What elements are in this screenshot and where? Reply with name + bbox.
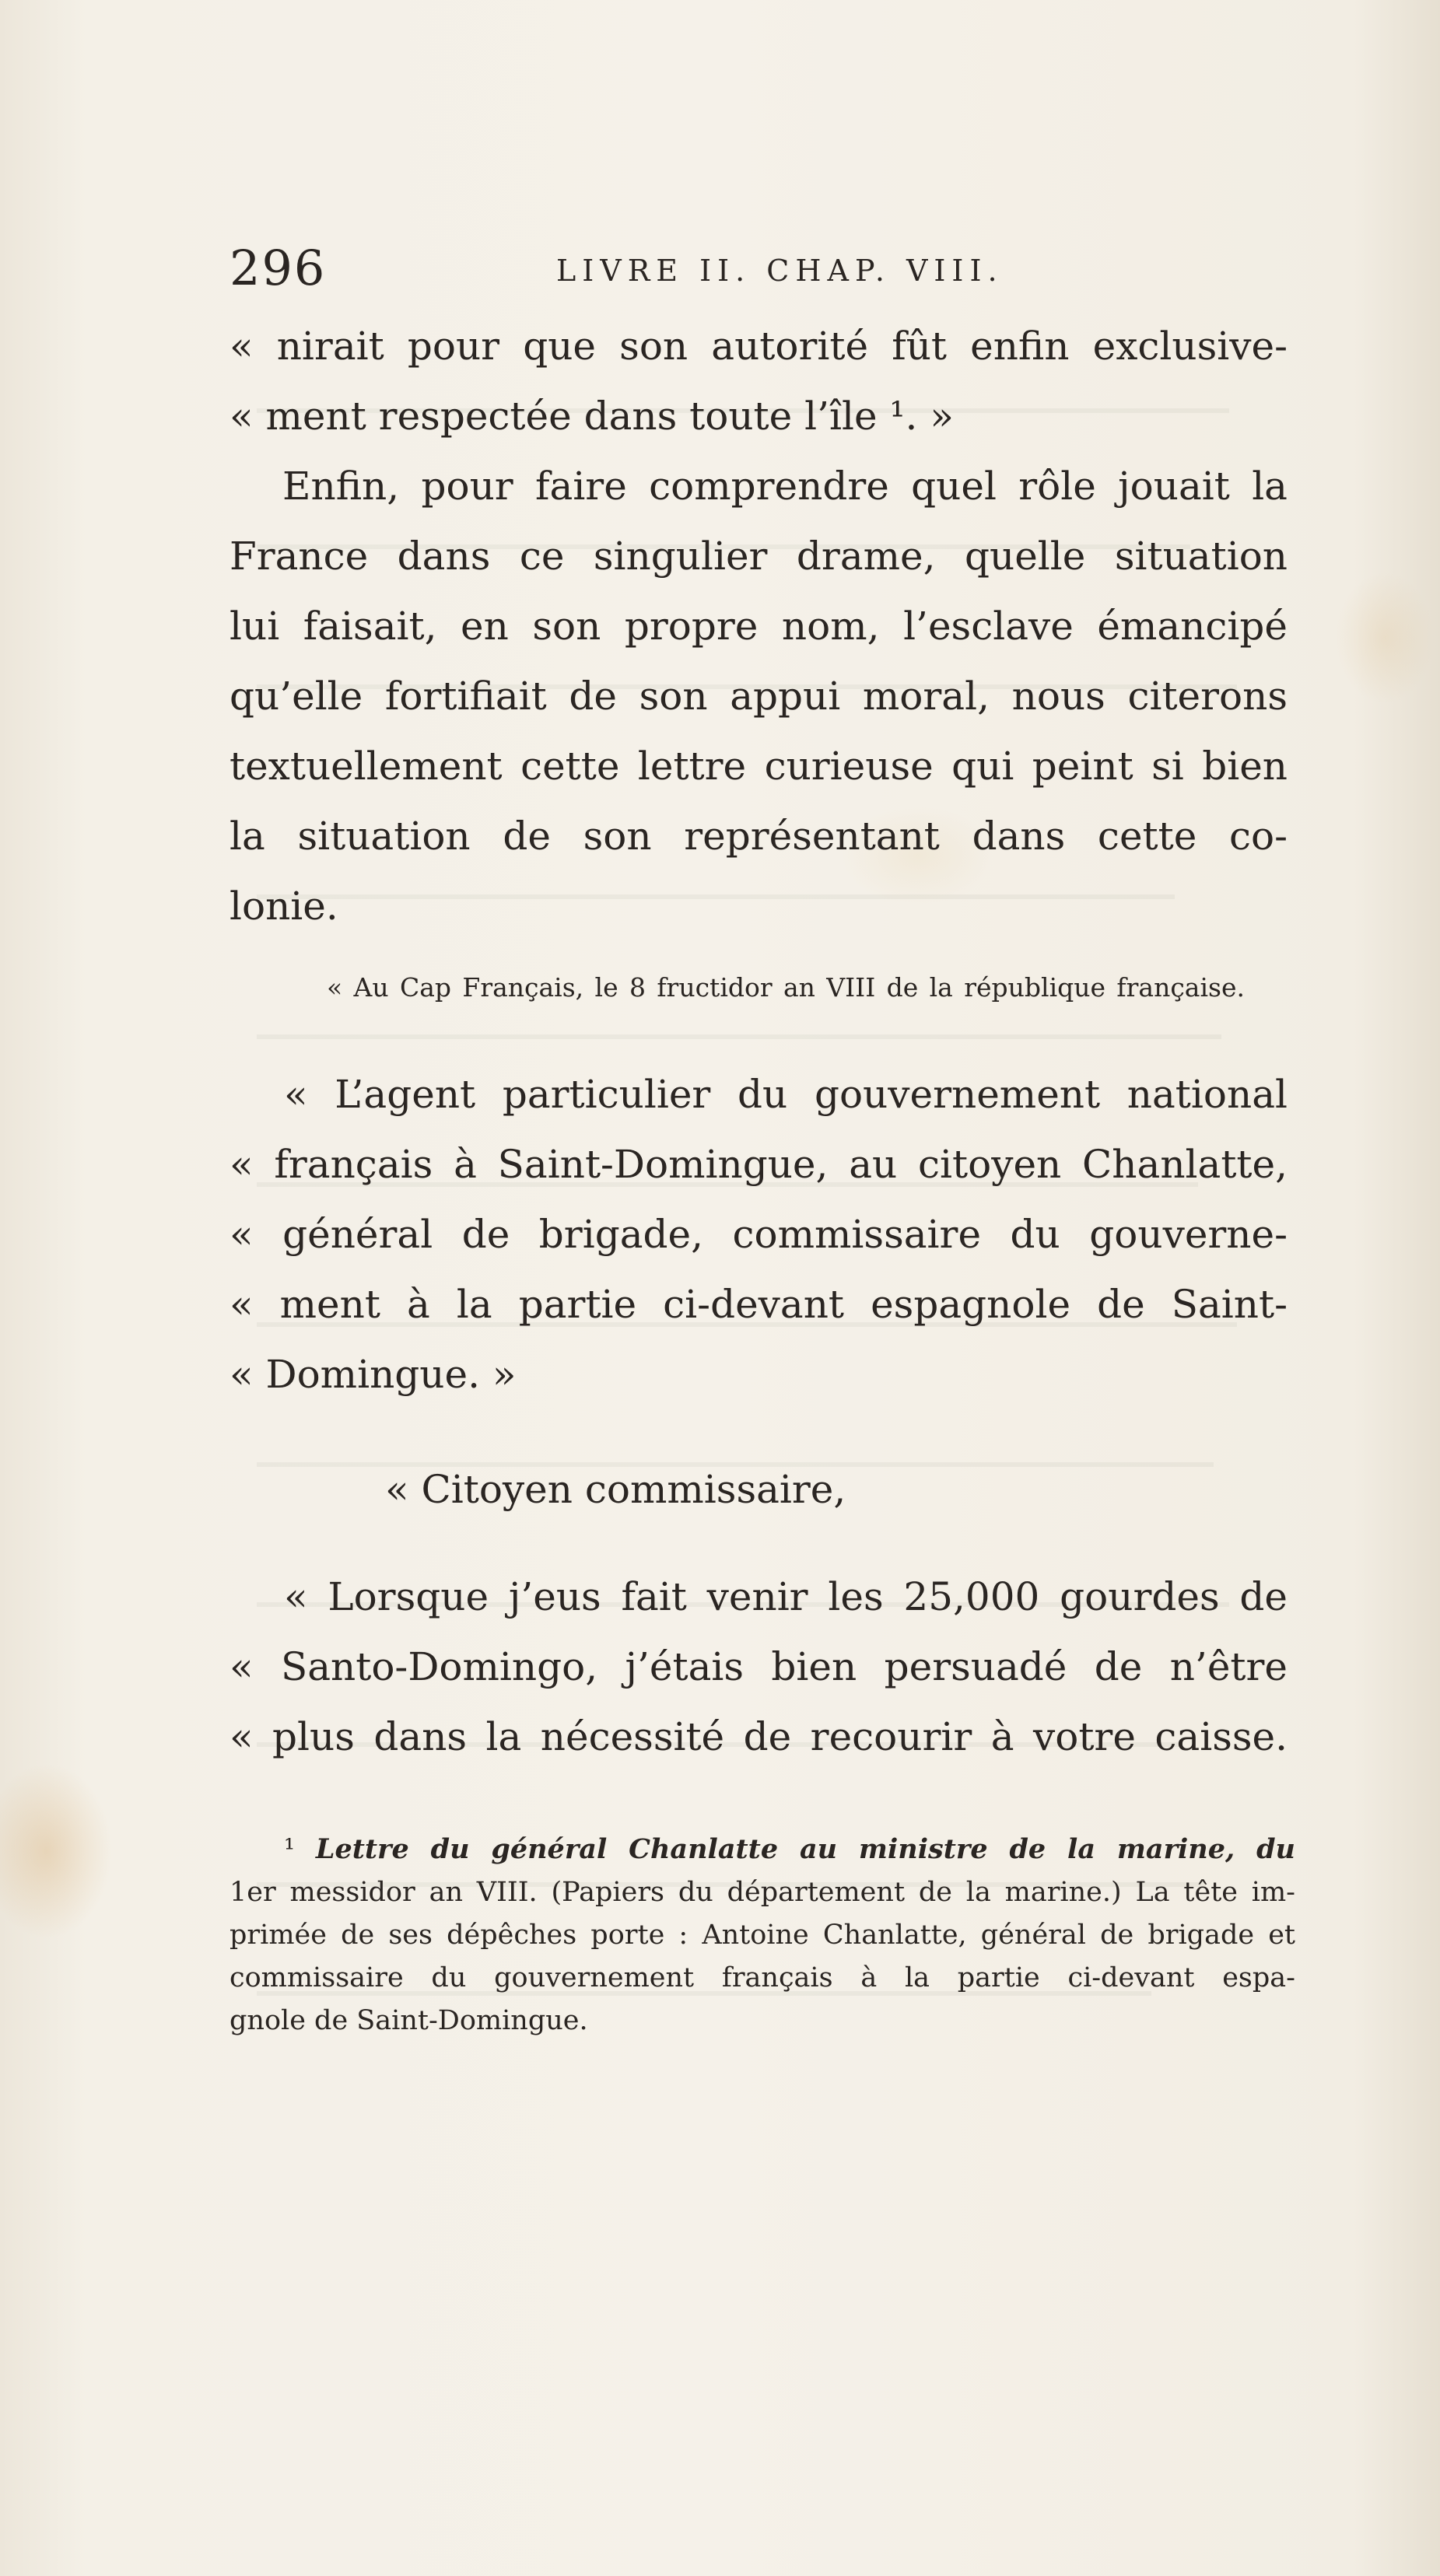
text-line: textuellement cette lettre curieuse qui peint si bien xyxy=(229,744,1288,789)
letter-salutation xyxy=(229,1454,1288,1524)
text-line: lui faisait, en son propre nom, l’esclave émancipé xyxy=(229,604,1288,649)
footnote-line xyxy=(229,1828,1295,1871)
footnote-text: Lettre du général Chanlatte au ministre de la marine, du xyxy=(315,1833,1295,1865)
main-text xyxy=(229,311,1288,941)
footnote-line: primée de ses dépêches porte : Antoine Chanlatte, général de brigade et xyxy=(229,1920,1295,1951)
footnote-line: 1er messidor an VIII. (Papiers du département de la marine.) La tête im- xyxy=(229,1877,1295,1908)
text-line: « L’agent particulier du gouvernement national xyxy=(284,1072,1288,1117)
page-number: 296 xyxy=(229,240,327,296)
letter-address xyxy=(229,1059,1288,1409)
text-line: lonie. xyxy=(229,884,338,929)
letter-body xyxy=(229,1562,1288,1772)
text-line: « plus dans la nécessité de recourir à votre caisse. xyxy=(229,1714,1288,1759)
text-line: « ment à la partie ci-devant espagnole de Saint- xyxy=(229,1282,1288,1327)
text-line: « Domingue. » xyxy=(229,1352,517,1397)
text-line: « général de brigade, commissaire du gouverne- xyxy=(229,1212,1288,1257)
letter-dateline: « Au Cap Français, le 8 fructidor an VIII de la république française. xyxy=(327,972,1245,1003)
text-line: « ment respectée dans toute l’île ¹. » xyxy=(229,394,954,439)
text-line: « Lorsque j’eus fait venir les 25,000 gourdes de xyxy=(284,1574,1288,1619)
text-line: qu’elle fortifiait de son appui moral, nous citerons xyxy=(229,674,1288,719)
text-line: « Citoyen commissaire, xyxy=(385,1467,846,1512)
text-line: Enfin, pour faire comprendre quel rôle jouait la xyxy=(282,464,1288,509)
text-line: « nirait pour que son autorité fût enfin exclusive- xyxy=(229,324,1288,369)
footnote-line: commissaire du gouvernement français à la partie ci-devant espa- xyxy=(229,1962,1295,1993)
footnote-marker: ¹ xyxy=(284,1834,296,1865)
running-head: LIVRE II. CHAP. VIII. xyxy=(556,254,1004,288)
text-line: « Santo-Domingo, j’étais bien persuadé de n’être xyxy=(229,1644,1288,1689)
footnote-line: gnole de Saint-Domingue. xyxy=(229,2005,588,2036)
footnotes xyxy=(229,1828,1295,2042)
text-line: France dans ce singulier drame, quelle situation xyxy=(229,534,1288,579)
text-line: la situation de son représentant dans cette co- xyxy=(229,814,1288,859)
text-line: « français à Saint-Domingue, au citoyen Chanlatte, xyxy=(229,1142,1288,1187)
page-header xyxy=(229,237,1288,299)
